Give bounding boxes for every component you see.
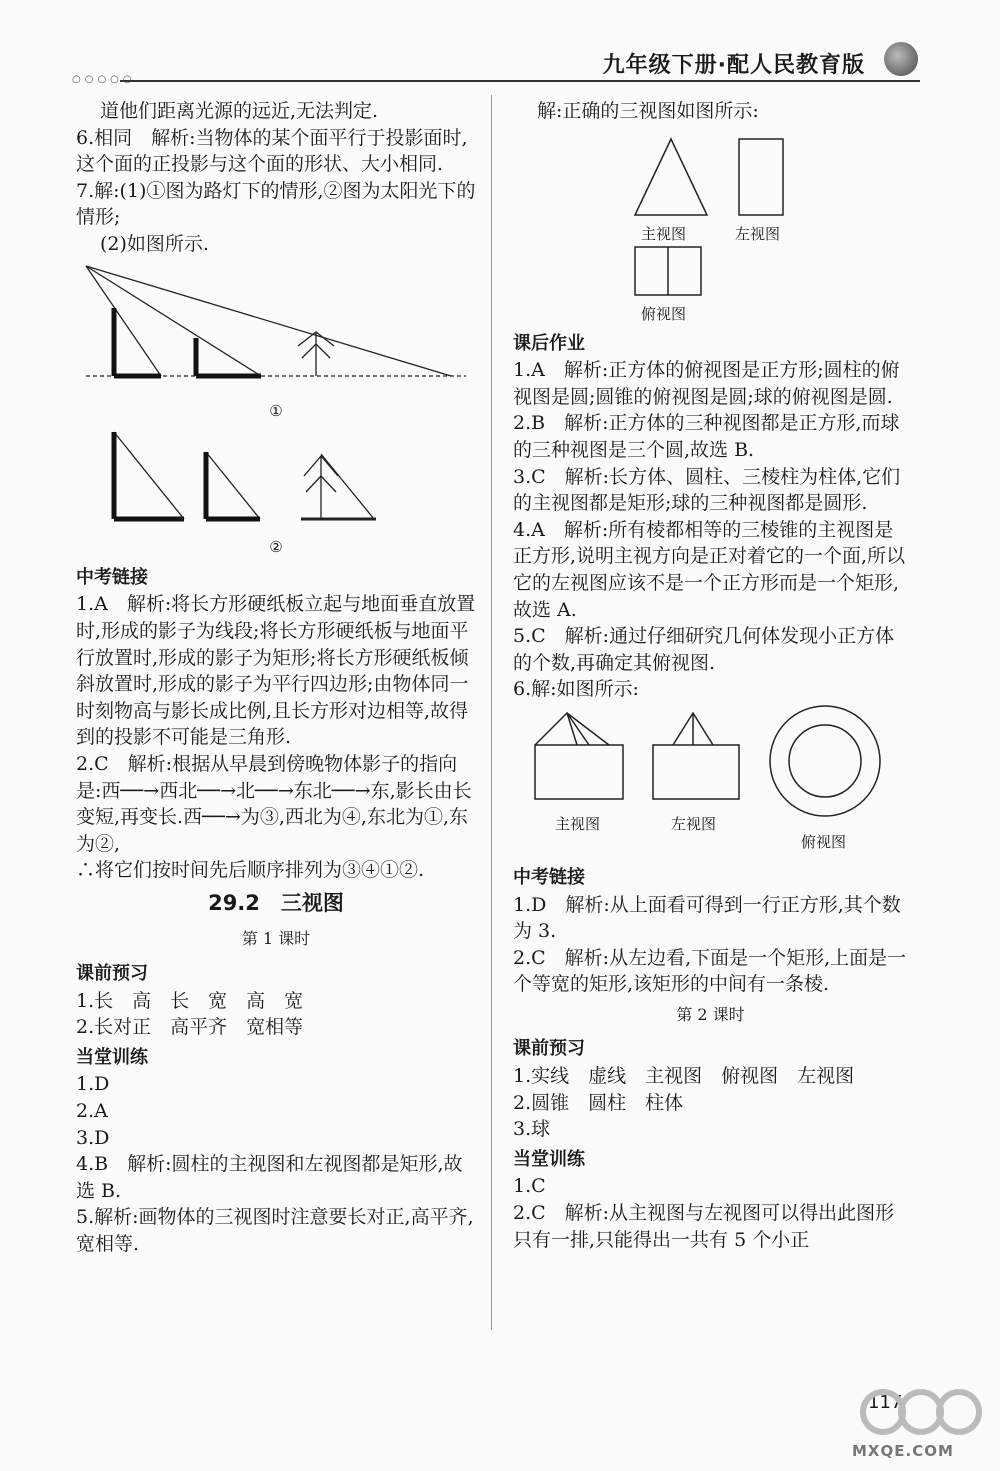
sunlight-shadow-figure [76, 424, 476, 534]
homework-3: 3.C 解析:长方体、圆柱、三棱柱为柱体,它们的主视图都是矩形;球的三种视图都是圆形. [513, 465, 901, 515]
header-rule [120, 80, 920, 82]
top-view-rings [767, 703, 883, 819]
figure-label-2: ② [269, 538, 283, 557]
figure-label-1: ① [269, 401, 283, 420]
caption2-front-view: 主视图 [555, 814, 601, 833]
section-title: 29.2 三视图 [208, 890, 344, 915]
zhongkao-2: 2.C 解析:根据从早晨到傍晚物体影子的指向是:西──→西北──→北──→东北──→东,影长由长变短,再变长.西──→为③,西北为④,东北为①,东为②, [76, 752, 472, 855]
three-view-figure-1 [513, 125, 908, 245]
publisher-logo-icon [884, 42, 918, 76]
lesson-1-label: 第 1 课时 [241, 929, 311, 949]
three-view-figure-1-top [513, 245, 908, 327]
top-view-rectangle [633, 245, 705, 299]
caption-left-view: 左视图 [735, 224, 781, 243]
watermark-text: MXQE.COM [852, 1442, 954, 1460]
sun-ray-2 [206, 452, 260, 519]
practice-5: 5.解析:画物体的三视图时注意要长对正,高平齐,宽相等. [76, 1206, 474, 1255]
front-view-triangle [631, 135, 711, 219]
left-view-rectangle [737, 135, 787, 219]
caption-front-view: 主视图 [641, 224, 687, 243]
homework-4: 4.A 解析:所有棱都相等的三棱锥的主视图是正方形,说明主视方向是正对着它的一个面,所以它的左视图应该不是一个正方形而是一个矩形,故选 A. [513, 518, 906, 621]
preview-heading-1: 课前预习 [76, 963, 148, 985]
practice-heading-1: 当堂训练 [76, 1046, 148, 1068]
preview-1: 1.长 高 长 宽 高 宽 [76, 989, 304, 1012]
practice-1: 1.D [76, 1073, 110, 1096]
lesson-2-label: 第 2 课时 [676, 1004, 745, 1024]
book-title: 九年级下册·配人民教育版 [602, 53, 865, 78]
column-divider [491, 95, 492, 1330]
light-ray-1 [86, 266, 161, 376]
homework-2: 2.B 解析:正方体的三种视图都是正方形,而球的三种视图是三个圆,故选 B. [513, 412, 900, 461]
practice-2: 2.A [76, 1100, 108, 1123]
sun-ray-1 [114, 432, 184, 519]
practice-heading-2: 当堂训练 [513, 1148, 585, 1170]
answer-7b: (2)如图所示. [100, 232, 209, 255]
preview2-3: 3.球 [513, 1118, 551, 1141]
preview-heading-2: 课前预习 [513, 1038, 585, 1060]
preview-2: 2.长对正 高平齐 宽相等 [76, 1016, 304, 1039]
caption2-left-view: 左视图 [671, 814, 717, 833]
homework-6: 6.解:如图所示: [513, 678, 639, 701]
preview2-1: 1.实线 虚线 主视图 俯视图 左视图 [513, 1065, 855, 1088]
zhongkao-2-conclusion: ∴将它们按时间先后顺序排列为③④①②. [76, 859, 425, 882]
three-view-figure-2 [513, 703, 908, 853]
zhongkao-heading-left: 中考链接 [76, 566, 148, 588]
left-view-composite [651, 711, 751, 807]
light-ray-3 [86, 266, 451, 376]
homework-5: 5.C 解析:通过仔细研究几何体发现小正方体的个数,再确定其俯视图. [513, 625, 895, 674]
left-column [76, 98, 476, 1258]
practice-3: 3.D [76, 1126, 110, 1149]
answer-7a: 7.解:(1)①图为路灯下的情形,②图为太阳光下的情形; [76, 179, 476, 229]
right-column [513, 98, 908, 1253]
zhongkao-right-2: 2.C 解析:从左边看,下面是一个矩形,上面是一个等宽的矩形,该矩形的中间有一条棱. [513, 946, 907, 996]
page-number: 117 [868, 1392, 903, 1413]
zhongkao-1: 1.A 解析:将长方形硬纸板立起与地面垂直放置时,形成的影子为线段;将长方形硬纸板与地面平行放置时,形成的影子为矩形;将长方形硬纸板倾斜放置时,形成的影子为平行四边形;由物体同一时刻物高与影长成比例,且长方形对边相等,故得到的投影不可能是三角形. [76, 593, 476, 749]
homework-1: 1.A 解析:正方体的俯视图是正方形;圆柱的俯视图是圆;圆锥的俯视图是圆;球的俯视图是圆. [513, 359, 900, 408]
preview2-2: 2.圆锥 圆柱 柱体 [513, 1091, 684, 1114]
practice2-1: 1.C [513, 1175, 546, 1198]
answer-5-continued: 道他们距离光源的远近,无法判定. [100, 100, 379, 122]
page-header [0, 0, 1000, 90]
header-dots: ○○○○○ [72, 74, 136, 85]
zhongkao-heading-right: 中考链接 [513, 866, 585, 888]
practice2-2: 2.C 解析:从主视图与左视图可以得出此图形只有一排,只能得出一共有 5 个小正 [513, 1202, 895, 1251]
answer-5-solution: 解:正确的三视图如图所示: [537, 100, 759, 122]
tree-2 [304, 456, 338, 519]
caption-top-view: 俯视图 [641, 304, 687, 323]
front-view-composite [533, 711, 633, 807]
sun-ray-3 [321, 454, 374, 519]
caption2-top-view: 俯视图 [801, 832, 847, 851]
zhongkao-right-1: 1.D 解析:从上面看可得到一行正方形,其个数为 3. [513, 893, 901, 943]
practice-4: 4.B 解析:圆柱的主视图和左视图都是矩形,故选 B. [76, 1153, 463, 1202]
homework-heading: 课后作业 [513, 332, 585, 354]
answer-6: 6.相同 解析:当物体的某个面平行于投影面时,这个面的正投影与这个面的形状、大小相同. [76, 126, 468, 176]
streetlight-shadow-figure [76, 258, 476, 398]
